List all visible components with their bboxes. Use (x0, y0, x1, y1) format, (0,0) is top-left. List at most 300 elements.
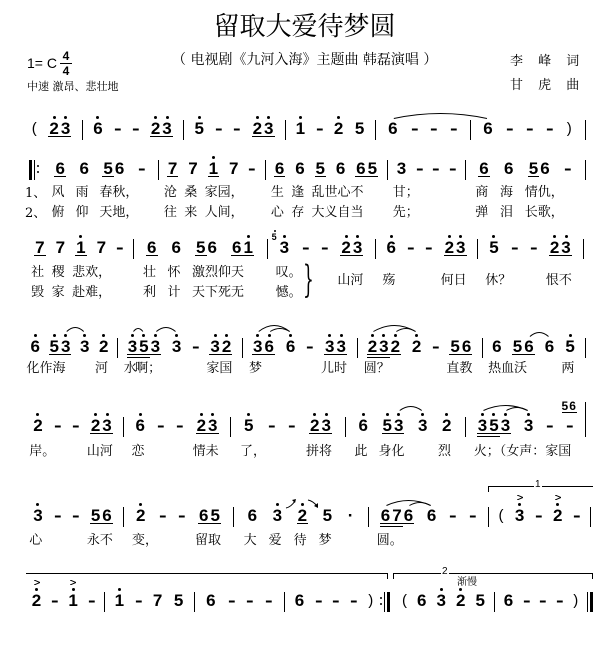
note (485, 237, 512, 288)
note-symbol: 5 (90, 505, 101, 525)
beam-group (123, 336, 162, 376)
note (99, 158, 139, 220)
note-symbol: - (415, 158, 424, 178)
note-symbol: - (71, 415, 80, 435)
note-symbol: 3 (379, 336, 389, 356)
note-symbol: - (572, 505, 581, 525)
glissando-up-icon (286, 501, 295, 508)
lyric: 留取 (195, 533, 222, 548)
dash (302, 239, 310, 256)
dash (561, 398, 577, 435)
dash (228, 592, 236, 609)
note-symbol: 6 (492, 336, 502, 356)
note-symbol: 2 (333, 118, 344, 138)
dash (265, 592, 273, 609)
measure (194, 591, 284, 609)
note-symbol: 3 (523, 415, 534, 435)
note-symbol: 5 (103, 158, 113, 178)
lyric: 毁 (31, 285, 45, 300)
note-symbol: - (565, 415, 574, 435)
high-octave-dot (337, 116, 340, 119)
lyric-brace: } (303, 258, 314, 302)
lyric: 圆？ (363, 361, 390, 376)
dash (116, 239, 124, 256)
beam-group (99, 158, 139, 220)
dash (315, 592, 323, 609)
high-octave-dot (459, 235, 462, 238)
note-symbol: 6 (247, 505, 258, 525)
lyric: 家园， (204, 185, 244, 200)
note (143, 237, 157, 300)
parenthesis (572, 592, 579, 609)
lyric: 仰 (75, 205, 89, 220)
high-octave-dot (527, 413, 530, 416)
beam-group (192, 237, 245, 300)
beam-group (192, 415, 219, 459)
note-symbol: - (134, 590, 143, 610)
note (545, 237, 572, 288)
note-symbol: 2 (150, 118, 161, 138)
note (503, 592, 514, 609)
repeat-end-sign (380, 592, 390, 612)
dash (246, 592, 254, 609)
barline (590, 507, 591, 527)
measure (368, 505, 488, 548)
note (123, 336, 138, 376)
lyric: 怀 (167, 265, 181, 280)
note-symbol: 5 (210, 505, 220, 525)
note-symbol: - (178, 505, 186, 525)
high-octave-dot (504, 413, 507, 416)
slur (270, 329, 289, 332)
dash (535, 507, 543, 524)
lyric: 山河 (86, 444, 113, 459)
note-symbol: 3 (33, 505, 43, 525)
measure (345, 415, 465, 459)
note (152, 592, 163, 609)
dash (530, 239, 538, 256)
note-symbol: 6 (544, 336, 555, 356)
note (171, 338, 182, 355)
lyric: 心 (270, 205, 284, 220)
high-octave-dot (214, 334, 217, 337)
note (242, 239, 253, 256)
high-octave-dot (386, 413, 389, 416)
high-octave-dot (83, 334, 86, 337)
lyric: 心 (29, 533, 43, 548)
lyric: 何日 (440, 273, 467, 288)
dash (192, 338, 200, 355)
note (207, 417, 218, 434)
note (243, 505, 258, 548)
note (352, 239, 363, 256)
dash (450, 120, 458, 137)
beam-group (150, 120, 173, 137)
note (446, 336, 473, 376)
measure (123, 505, 233, 548)
high-octave-dot (53, 334, 56, 337)
measure (375, 119, 470, 137)
beam-group (306, 415, 333, 459)
high-octave-dot (139, 503, 142, 506)
note (184, 158, 198, 220)
high-octave-dot (440, 588, 443, 591)
note (60, 120, 71, 137)
note (378, 338, 389, 355)
lyric: 直教 (446, 361, 473, 376)
measure (470, 119, 585, 137)
time-signature-denominator: 4 (62, 64, 70, 78)
lyric: 人间， (204, 205, 244, 220)
note (473, 415, 572, 459)
note (150, 120, 161, 137)
note (392, 158, 419, 220)
note-symbol: 6 (55, 158, 65, 178)
lyric: 往 (163, 205, 177, 220)
measure (20, 119, 82, 137)
lyric: 来 (184, 205, 198, 220)
high-octave-dot (198, 116, 201, 119)
note-symbol: 6 (135, 415, 145, 435)
lyric: 火；（女声：家国 (473, 444, 572, 459)
note-symbol: 7 (392, 505, 402, 525)
note-symbol: 2 (221, 336, 232, 356)
dash (54, 417, 62, 434)
note-symbol: 3 (279, 237, 290, 257)
note (391, 507, 402, 524)
note-symbol: 6 (388, 118, 398, 138)
volta-bracket-1-continued (26, 573, 388, 579)
note-symbol: 2 (99, 336, 109, 356)
note-symbol: - (87, 590, 96, 610)
note-symbol: 3 (150, 336, 161, 356)
lyric: 叹。 (275, 265, 302, 280)
note-symbol: - (131, 118, 140, 138)
high-octave-dot (247, 413, 250, 416)
high-octave-dot (340, 334, 343, 337)
note-symbol: 6 (79, 158, 89, 178)
dash (316, 120, 324, 137)
beam-group (545, 237, 572, 288)
lyric: 商 (475, 185, 489, 200)
high-octave-dot (569, 334, 572, 337)
note-symbol: 2 (552, 505, 563, 525)
note (295, 120, 306, 137)
beam-group (248, 336, 275, 376)
high-octave-dot (299, 116, 302, 119)
note-symbol: 6 (147, 237, 157, 257)
note-symbol: - (267, 415, 276, 435)
high-octave-dot (131, 334, 134, 337)
high-octave-dot (394, 334, 397, 337)
tempo-marking: 中速 激昂、悲壮地 (27, 80, 119, 93)
volta-label-2: 2 (442, 566, 448, 577)
note (455, 239, 466, 256)
note-symbol: - (522, 590, 531, 610)
note (205, 592, 216, 609)
lyric: 恋 (131, 444, 145, 459)
note-symbol: 3 (325, 336, 335, 356)
note-symbol: 2 (456, 590, 466, 610)
beam-group (48, 120, 71, 137)
beam-group (86, 415, 113, 459)
note-symbol: 1 (68, 590, 78, 610)
note-symbol: 6 (114, 158, 125, 178)
beam-group (252, 120, 275, 137)
measure (104, 591, 194, 609)
beam-group (231, 239, 254, 256)
measure (123, 415, 230, 459)
high-octave-dot (553, 235, 556, 238)
note (482, 120, 493, 137)
barline (585, 120, 586, 140)
note (500, 417, 511, 434)
accent-mark-icon (34, 580, 40, 585)
beam-group (378, 415, 405, 459)
note (79, 338, 90, 355)
note-symbol: 2 (297, 505, 308, 525)
note-symbol: 3 (436, 590, 446, 610)
slur (483, 406, 527, 411)
dash (132, 120, 140, 137)
high-octave-dot (175, 334, 178, 337)
note (474, 592, 485, 609)
note (539, 160, 550, 177)
high-octave-dot (154, 116, 157, 119)
dash (88, 592, 96, 609)
high-octave-dot (64, 334, 67, 337)
note-symbol: - (191, 336, 200, 356)
measure (465, 158, 585, 220)
note-symbol: - (448, 158, 457, 178)
note (411, 338, 422, 355)
lyric: 爱 (268, 533, 282, 548)
lyric: 乱世心不 (311, 185, 364, 200)
dash (159, 507, 167, 524)
lyric: 风 (51, 185, 65, 200)
dash (138, 160, 146, 177)
barline (583, 239, 584, 259)
note-symbol: 7 (229, 158, 239, 178)
note-symbol: - (425, 237, 434, 257)
time-signature (60, 51, 72, 77)
note (382, 237, 396, 288)
lyric: 稷 (51, 265, 65, 280)
beam-group (363, 336, 401, 376)
note-symbol: 6 (199, 505, 209, 525)
high-octave-dot (390, 235, 393, 238)
beam-group (512, 338, 535, 355)
lyric: 逢 (291, 185, 305, 200)
note-symbol: - (510, 237, 519, 257)
note (204, 158, 244, 220)
lyric: 恨不 (545, 273, 572, 288)
note-symbol: 7 (167, 158, 178, 178)
lyric: 圆。 (376, 533, 403, 548)
note-symbol: 6 (93, 118, 103, 138)
note-symbol: 6 (295, 158, 305, 178)
note-symbol: 3 (252, 336, 263, 356)
note (440, 237, 467, 288)
note-symbol: 6 (503, 590, 514, 610)
note-symbol: 2 (390, 336, 401, 356)
note-symbol: ) (573, 591, 579, 609)
dash (556, 592, 564, 609)
dash (573, 507, 581, 524)
high-octave-dot (166, 116, 169, 119)
note-symbol: - (71, 505, 80, 525)
measure (82, 119, 183, 137)
dash (332, 592, 340, 609)
note (387, 120, 398, 137)
note-symbol: 6 (285, 336, 296, 356)
note-symbol: - (248, 158, 257, 178)
measure (22, 336, 117, 376)
high-octave-dot (64, 116, 67, 119)
lyric: 化作海 (26, 361, 66, 376)
note (378, 415, 405, 459)
note (86, 505, 113, 548)
note-symbol: 2 (252, 118, 263, 138)
high-octave-dot (247, 235, 250, 238)
note-symbol: 1 (114, 590, 125, 610)
barline (585, 338, 586, 358)
dash (430, 120, 438, 137)
note (195, 505, 222, 548)
note-symbol: 6 (540, 158, 550, 178)
measure (230, 415, 345, 459)
slur (396, 329, 415, 332)
note-symbol: 2 (411, 336, 422, 356)
beam-group (355, 160, 378, 177)
note (560, 239, 571, 256)
lyric: 身化 (378, 444, 405, 459)
measure (267, 231, 375, 300)
accent-mark-icon (34, 580, 40, 585)
note-symbol: 6 (380, 505, 391, 525)
high-octave-dot (139, 413, 142, 416)
note-symbol: - (157, 415, 166, 435)
lyric: 两 (561, 361, 575, 376)
note-symbol: 6 (461, 336, 472, 356)
note-symbol: 3 (61, 336, 71, 356)
parenthesis (566, 120, 573, 137)
high-octave-dot (445, 413, 448, 416)
high-octave-dot (267, 116, 270, 119)
note (455, 592, 466, 609)
measure (465, 398, 585, 459)
slur (133, 329, 142, 332)
measure (22, 415, 123, 459)
note-symbol: 5 (489, 237, 499, 257)
time-signature-numerator: 4 (60, 51, 72, 64)
note-symbol: 6 (274, 158, 285, 178)
lyric: 梦 (318, 533, 332, 548)
dash (469, 507, 477, 524)
note (333, 120, 344, 137)
lyric: 梦 (248, 361, 262, 376)
dash (268, 417, 276, 434)
note (167, 237, 182, 300)
lyricist-credit: 李 峰 词 (510, 54, 580, 69)
beam-group (440, 237, 467, 288)
high-octave-dot (328, 334, 331, 337)
dash (506, 120, 514, 137)
note-symbol: - (288, 415, 296, 435)
note-symbol: 2 (549, 237, 560, 257)
note-symbol: - (53, 505, 62, 525)
note-symbol: 2 (49, 118, 59, 138)
high-octave-dot (518, 503, 521, 506)
high-octave-dot (415, 334, 418, 337)
dash (51, 592, 59, 609)
augmentation-dot (347, 507, 355, 524)
note-symbol: 6 (386, 237, 396, 257)
accent-mark-icon (555, 495, 561, 500)
dash (546, 120, 554, 137)
note-symbol: - (116, 237, 124, 257)
note (320, 417, 331, 434)
note (354, 415, 369, 459)
note-symbol: 6 (524, 336, 534, 356)
measure (488, 506, 590, 524)
lyric: 桑 (184, 185, 198, 200)
parenthesis (367, 592, 374, 609)
lyric: 啊； (135, 361, 162, 376)
note (31, 592, 42, 609)
note-symbol: - (555, 590, 564, 610)
dash (54, 507, 62, 524)
note (488, 417, 499, 434)
note (72, 237, 112, 300)
note (523, 417, 534, 434)
note-symbol: 3 (162, 118, 172, 138)
note-symbol: 5 (382, 415, 392, 435)
dash (350, 592, 358, 609)
note-symbol: - (233, 118, 242, 138)
note-symbol: 5 (528, 158, 539, 178)
note-symbol: - (564, 158, 572, 178)
high-octave-dot (276, 503, 279, 506)
note (475, 158, 489, 220)
note-symbol: 3 (60, 118, 71, 138)
note-symbol: 3 (336, 336, 346, 356)
slur (386, 501, 430, 506)
parenthesis (31, 120, 38, 137)
note-symbol: 6 (403, 505, 414, 525)
beam-group (473, 415, 572, 459)
dash (407, 239, 415, 256)
volta-bracket-2 (393, 566, 593, 588)
note-symbol: - (301, 237, 310, 257)
lyric: 雨 (75, 185, 89, 200)
note (221, 338, 232, 355)
note-symbol: 5 (512, 336, 523, 356)
song-subtitle: （ 电视剧《九河入海》主题曲 韩磊演唱 ） (172, 52, 438, 68)
note (114, 592, 125, 609)
note (60, 338, 71, 355)
note-symbol: 5 (475, 590, 485, 610)
measure (494, 591, 588, 609)
note (523, 338, 534, 355)
note-symbol: 3 (264, 118, 274, 138)
note (514, 507, 525, 524)
note (524, 158, 564, 220)
note-symbol: - (332, 590, 341, 610)
high-octave-dot (268, 334, 271, 337)
note-symbol: 6 (358, 415, 368, 435)
measure (265, 158, 387, 220)
